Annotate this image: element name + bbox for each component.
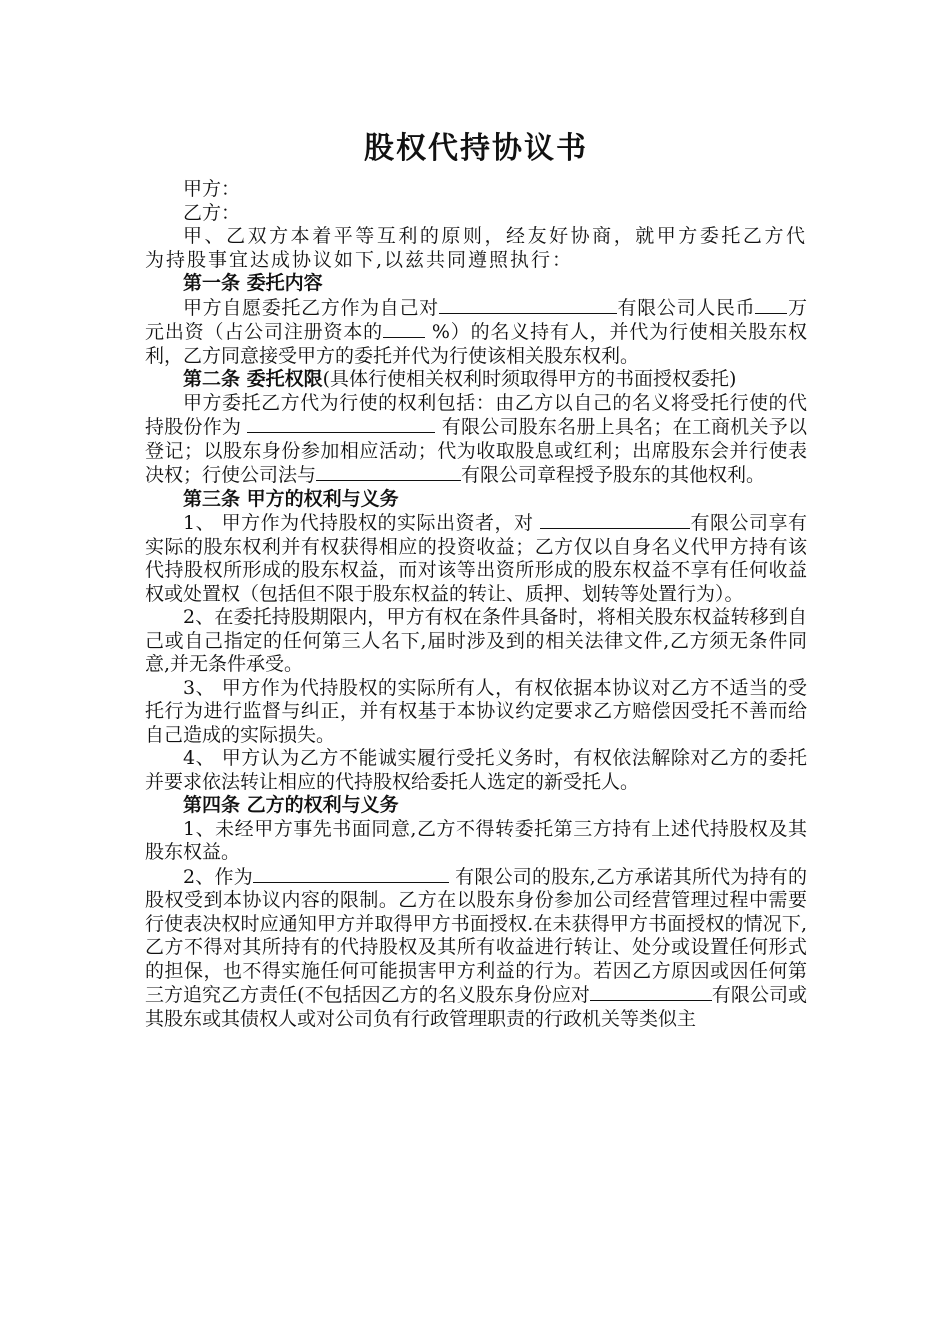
company-name-blank [253,865,449,883]
article-4-item-1: 1、未经甲方事先书面同意,乙方不得转委托第三方持有上述代持股权及其股东权益。 [145,817,807,863]
party-a-label: 甲方： [183,178,241,200]
article-4-item-2-text-a: 2、作为 [183,865,253,888]
company-name-blank [590,983,712,1001]
article-1-heading: 第一条 委托内容 [183,272,323,294]
amount-blank [755,296,787,314]
company-name-blank [439,296,617,314]
percent-blank [383,320,425,338]
article-1-paragraph [145,296,807,369]
article-3-heading: 第三条 甲方的权利与义务 [183,487,399,510]
article-2-text-a: 甲方委托乙方代为行使的权利包括：由乙方以自己的名义将受托行使的代持股份作为 [145,391,807,438]
company-name-blank [540,511,690,529]
article-2-paragraph [145,392,807,488]
law-blank [316,463,461,481]
article-4-heading: 第四条 乙方的权利与义务 [183,794,399,816]
article-2-text-c: 有限公司章程授予股东的其他权利。 [461,464,766,486]
article-2-text-b: 有限公司股东名册上具名；在工商机关予以登记；以股东身份参加相应活动；代为收取股息或红利；出席股东会并行使表决权；行使公司法与 [145,416,807,486]
article-1-text-c: 万元出资（占公司注册资本的 [145,296,807,343]
article-3-item-2: 2、在委托持股期限内，甲方有权在条件具备时，将相关股东权益转移到自己或自己指定的任何第三人名下,届时涉及到的相关法律文件,乙方须无条件同意,并无条件承受。 [145,606,807,675]
article-2-heading-note: (具体行使相关权利时须取得甲方的书面授权委托) [322,368,737,390]
intro-paragraph: 甲、乙双方本着平等互利的原则，经友好协商，就甲方委托乙方代为持股事宜达成协议如下,以兹共同遵照执行： [145,225,807,271]
party-b-label: 乙方： [183,201,241,224]
article-4-item-2-text-c: 有限公司或其股东或其债权人或对公司负有行政管理职责的行政机关等类似主 [145,984,807,1030]
company-name-blank [247,415,435,433]
article-3-item-4: 4、 甲方认为乙方不能诚实履行受托义务时，有权依法解除对乙方的委托并要求依法转让相应的代持股权给委托人选定的新受托人。 [145,747,807,793]
article-1-text-b: 有限公司人民币 [616,296,756,319]
article-1-text-a: 甲方自愿委托乙方作为自己对 [183,296,439,319]
article-3-item-3: 3、 甲方作为代持股权的实际所有人，有权依据本协议对乙方不适当的受托行为进行监督与纠正，并有权基于本协议约定要求乙方赔偿因受托不善而给自己造成的实际损失。 [145,676,807,746]
article-4-item-2 [145,865,807,1032]
article-3-item-1-text-b: 有限公司享有实际的股东权利并有权获得相应的投资收益；乙方仅以自身名义代甲方持有该代持股权所形成的股东权益，而对该等出资所形成的股东权益不享有任何收益权或处置权（包括但不限于股东权益的转让、质押、划转等处置行为）。 [145,512,807,605]
article-3-item-1-text-a: 1、 甲方作为代持股权的实际出资者，对 [183,512,541,534]
article-4-item-2-text-b: 有限公司的股东,乙方承诺其所代为持有的股权受到本协议内容的限制。乙方在以股东身份参加公司经营管理过程中需要行使表决权时应通知甲方并取得甲方书面授权.在未获得甲方书面授权的情况下,乙方不得对其所持有的代持股权及其所有收益进行转让、处分或设置任何形式的担保，也不得实施任何可能损害甲方利益的行为。若因乙方原因或因任何第三方追究乙方责任(不包括因乙方的名义股东身份应对 [145,865,807,1006]
document-title: 股权代持协议书 [364,131,588,166]
article-2-heading-line [145,368,807,392]
article-2-heading: 第二条 委托权限 [183,368,323,390]
article-3-item-1 [145,511,807,606]
document-page [145,0,807,1031]
article-1-text-d: %）的名义持有人，并代为行使相关股东权利，乙方同意接受甲方的委托并代为行使该相关股东权利。 [145,321,807,367]
